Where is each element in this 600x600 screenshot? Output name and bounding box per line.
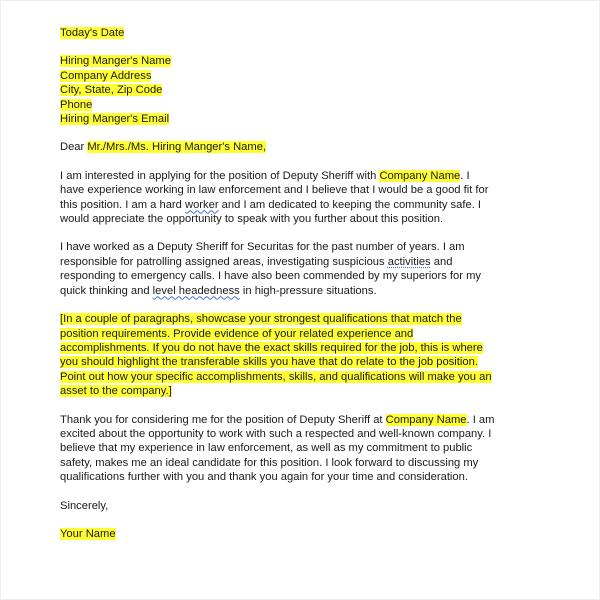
text-line: I have worked as a Deputy Sheriff for Securitas for the past number of years. I am bbox=[60, 241, 465, 254]
hiring-manager-name-placeholder: Hiring Manger's Name bbox=[60, 55, 171, 68]
sign-off-text: Sincerely, bbox=[60, 499, 109, 512]
text-run: . I bbox=[460, 169, 470, 182]
placeholder-line: position requirements. Provide evidence of your related experience and bbox=[60, 327, 414, 340]
placeholder-line: you should highlight the transferable skills you have that do relate to the job position. bbox=[60, 356, 478, 369]
text-run: . I am bbox=[466, 413, 495, 426]
text-line: would appreciate the opportunity to speak with you further about this position. bbox=[60, 213, 444, 226]
sign-off bbox=[60, 499, 550, 513]
salutation-prefix: Dear bbox=[60, 141, 88, 154]
text-run: quick thinking and bbox=[60, 284, 153, 297]
text-line: safety, makes me an ideal candidate for this position. I look forward to discussing my bbox=[60, 456, 479, 469]
text-run: I am interested in applying for the position of Deputy Sheriff with bbox=[60, 169, 380, 182]
salutation-name-placeholder: Mr./Mrs./Ms. Hiring Manger's Name, bbox=[87, 141, 267, 154]
letter-body bbox=[60, 26, 550, 541]
recipient-address-block bbox=[60, 54, 550, 126]
signature-block bbox=[60, 527, 550, 541]
spellcheck-flag-phrase[interactable]: level headedness bbox=[152, 284, 240, 297]
placeholder-line: accomplishments. If you do not have the exact skills required for the job, this is where bbox=[60, 341, 483, 354]
phone-placeholder: Phone bbox=[60, 98, 93, 111]
placeholder-line: asset to the company.] bbox=[60, 385, 172, 398]
date-block bbox=[60, 26, 550, 40]
your-name-placeholder: Your Name bbox=[60, 527, 116, 540]
text-run: this position. I am a hard bbox=[60, 198, 185, 211]
text-line: qualifications further with you and thank you again for your time and consideration. bbox=[60, 471, 468, 484]
placeholder-line: Point out how your specific accomplishments, skills, and qualifications will make you an bbox=[60, 370, 492, 383]
text-line: responding to emergency calls. I have also been commended by my superiors for my bbox=[60, 270, 481, 283]
text-line: excited about the opportunity to work with such a respected and well-known company. I bbox=[60, 427, 492, 440]
placeholder-line: [In a couple of paragraphs, showcase your strongest qualifications that match the bbox=[60, 313, 462, 326]
spellcheck-flag-word[interactable]: activities bbox=[387, 255, 431, 268]
paragraph-experience bbox=[60, 240, 550, 298]
text-run: and I am dedicated to keeping the community safe. I bbox=[218, 198, 482, 211]
text-run: in high-pressure situations. bbox=[239, 284, 377, 297]
city-state-zip-placeholder: City, State, Zip Code bbox=[60, 84, 163, 97]
text-line: have experience working in law enforcement and I believe that I would be a good fit for bbox=[60, 184, 489, 197]
text-run: Thank you for considering me for the position of Deputy Sheriff at bbox=[60, 413, 386, 426]
hiring-manager-email-placeholder: Hiring Manger's Email bbox=[60, 113, 170, 126]
text-run: and bbox=[430, 255, 453, 268]
company-name-placeholder: Company Name bbox=[379, 169, 461, 182]
paragraph-qualifications-placeholder bbox=[60, 312, 550, 398]
company-address-placeholder: Company Address bbox=[60, 69, 152, 82]
company-name-placeholder: Company Name bbox=[385, 413, 467, 426]
paragraph-closing bbox=[60, 413, 550, 485]
salutation bbox=[60, 140, 550, 154]
spellcheck-flag-word[interactable]: worker bbox=[185, 198, 219, 211]
date-placeholder: Today's Date bbox=[60, 27, 125, 39]
text-run: responsible for patrolling assigned areas, investigating suspicious bbox=[60, 255, 388, 268]
paragraph-intro bbox=[60, 169, 550, 227]
text-line: believe that my experience in law enforcement, as well as my commitment to public bbox=[60, 442, 473, 455]
